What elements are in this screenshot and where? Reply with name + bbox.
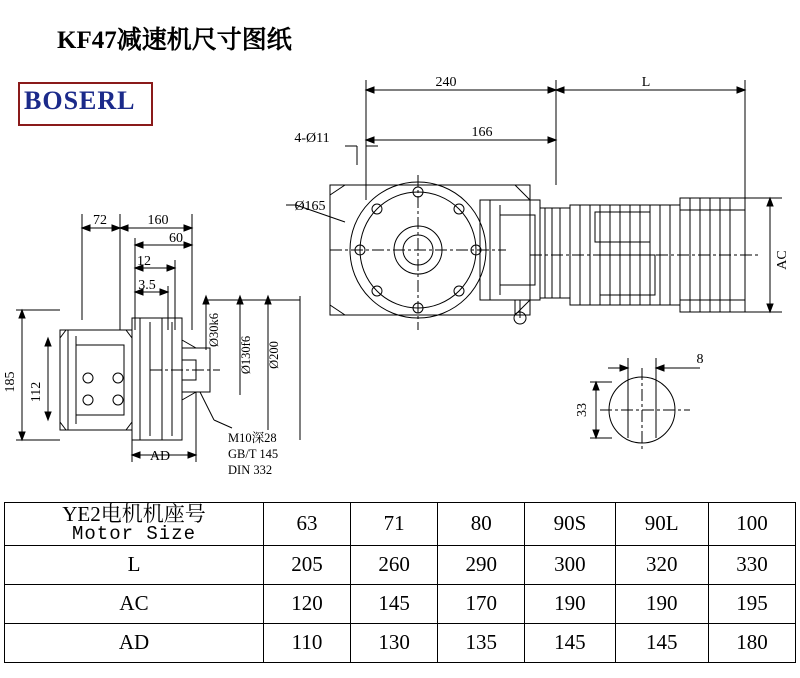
cell-L-5: 330 — [708, 545, 795, 584]
table-header-row — [5, 503, 796, 546]
cell-AD-5: 180 — [708, 623, 795, 662]
cell-AC-2: 170 — [438, 584, 525, 623]
table-row — [5, 584, 796, 623]
dim-185: 185 — [3, 371, 18, 393]
row-label-AC: AC — [5, 584, 264, 623]
table-col-5: 100 — [708, 503, 795, 546]
dim-12: 12 — [137, 254, 151, 269]
cell-AD-4: 145 — [615, 623, 708, 662]
table-col-1: 71 — [351, 503, 438, 546]
dim-AD: AD — [149, 449, 171, 464]
cell-L-4: 320 — [615, 545, 708, 584]
note-gbt145: GB/T 145 — [228, 447, 279, 461]
cell-AC-3: 190 — [525, 584, 615, 623]
row-label-L: L — [5, 545, 264, 584]
dim-4xD11: 4-Ø11 — [294, 131, 330, 146]
brand-logo: BOSERL — [24, 86, 136, 115]
dim-30k6: Ø30k6 — [207, 312, 221, 348]
table-row — [5, 623, 796, 662]
dim-130f6: Ø130f6 — [239, 335, 253, 375]
cell-L-1: 260 — [351, 545, 438, 584]
table-header-label — [5, 503, 264, 546]
dim-166: 166 — [471, 125, 493, 140]
table-header-cn: YE2电机机座号 — [62, 502, 206, 526]
dim-3-5: 3.5 — [138, 278, 156, 293]
dim-112: 112 — [29, 381, 44, 403]
cell-AD-0: 110 — [264, 623, 351, 662]
cell-AC-0: 120 — [264, 584, 351, 623]
note-din332: DIN 332 — [228, 463, 273, 477]
cell-AD-2: 135 — [438, 623, 525, 662]
dim-72: 72 — [93, 213, 107, 228]
cell-AC-1: 145 — [351, 584, 438, 623]
cell-AC-5: 195 — [708, 584, 795, 623]
table-header-en: Motor Size — [71, 523, 197, 546]
dim-L: L — [641, 75, 651, 90]
dim-key-33: 33 — [575, 403, 590, 417]
page-title: KF47减速机尺寸图纸 — [57, 27, 292, 54]
cell-AD-1: 130 — [351, 623, 438, 662]
dim-200: Ø200 — [267, 341, 281, 369]
dim-160: 160 — [147, 213, 169, 228]
table-row — [5, 545, 796, 584]
dim-key-8: 8 — [696, 352, 704, 367]
cell-L-0: 205 — [264, 545, 351, 584]
note-m10: M10深28 — [228, 431, 277, 445]
cell-AD-3: 145 — [525, 623, 615, 662]
table-col-0: 63 — [264, 503, 351, 546]
cell-AC-4: 190 — [615, 584, 708, 623]
dim-AC: AC — [775, 250, 790, 270]
cell-L-3: 300 — [525, 545, 615, 584]
cell-L-2: 290 — [438, 545, 525, 584]
dim-240: 240 — [435, 75, 457, 90]
dim-d165: Ø165 — [294, 199, 326, 214]
motor-size-table — [4, 502, 796, 663]
dim-60: 60 — [169, 231, 183, 246]
table-col-2: 80 — [438, 503, 525, 546]
table-col-3: 90S — [525, 503, 615, 546]
table-col-4: 90L — [615, 503, 708, 546]
row-label-AD: AD — [5, 623, 264, 662]
